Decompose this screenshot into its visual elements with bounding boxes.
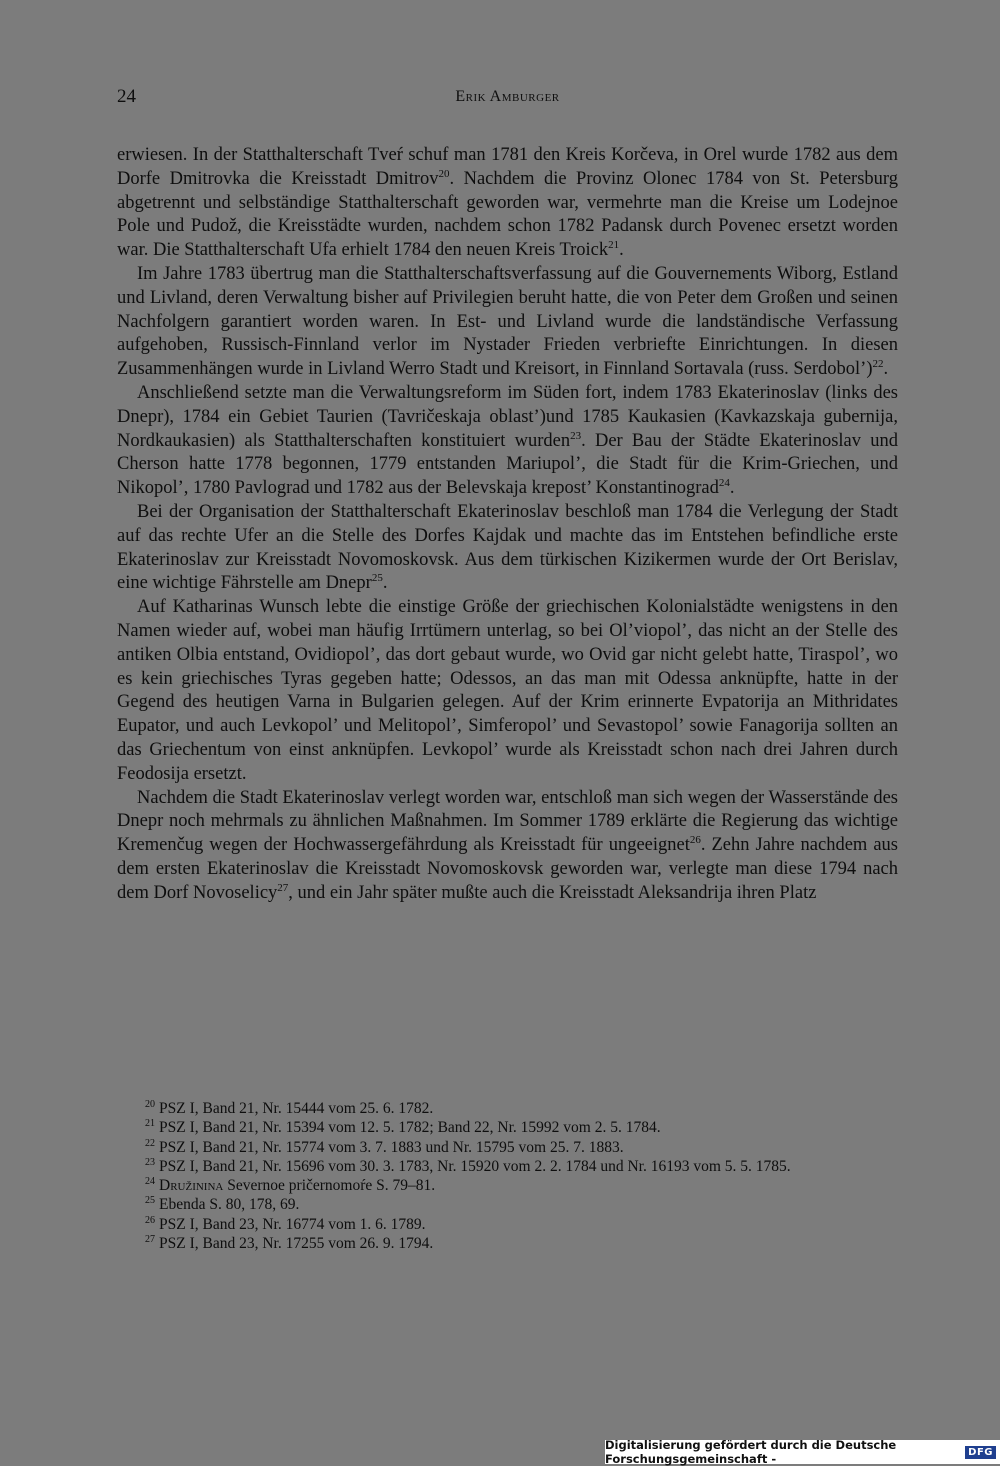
- paragraph: [117, 787, 898, 906]
- footnote: [117, 1176, 906, 1195]
- page-header: [117, 86, 898, 116]
- paragraph: [117, 501, 898, 596]
- text-run: . Zehn Jahre nachdem aus dem ersten Ekaterinoslav die Kreisstadt Novomoskovsk geworden war, verlegte man diese 1794 nach dem Dorf Novoselicy: [117, 835, 898, 903]
- footnote-ref: 22: [872, 358, 884, 371]
- footer-text: Digitalisierung gefördert durch die Deutsche Forschungsgemeinschaft -: [605, 1438, 897, 1466]
- text-run: erwiesen. In der Statthalterschaft Tveŕ schuf man 1781 den Kreis Korčeva, in Orel wurde 1782 aus dem Dorfe Dmitrovka die Kreisstadt Dmitrov: [117, 145, 898, 189]
- footnote-number: 25: [145, 1195, 155, 1207]
- body-text: [117, 144, 898, 906]
- footnote-number: 21: [145, 1118, 155, 1130]
- text-run: .: [382, 573, 388, 594]
- footnote-ref: 27: [277, 881, 289, 894]
- footnote-text: PSZ I, Band 21, Nr. 15696 vom 30. 3. 1783, Nr. 15920 vom 2. 2. 1784 und Nr. 16193 vom 5. 5. 1785.: [159, 1157, 791, 1175]
- text-run: , und ein Jahr später mußte auch die Kreisstadt Aleksandrija ihren Platz: [288, 882, 817, 903]
- paragraph: [117, 382, 898, 501]
- footnote-number: 26: [145, 1214, 155, 1226]
- text-run: .: [729, 478, 735, 499]
- footnote-number: 24: [145, 1176, 155, 1188]
- footnote: [117, 1195, 906, 1214]
- paragraph: [117, 144, 898, 263]
- footnote-text: Ebenda S. 80, 178, 69.: [159, 1196, 300, 1214]
- running-head: Erik Amburger: [455, 88, 560, 105]
- text-run: Auf Katharinas Wunsch lebte die einstige Größe der griechischen Kolonialstädte wenigstens in den Namen wieder auf, wobei man häufig Irrtümern unterlag, so bei Ol’viopol’, das nicht an der Stelle des antiken Olbia entstand, Ovidiopol’, das dort gebaut wurde, wo Ovid gar nicht gelebt hatte, Tiraspol’, wo es kein griechisches Tyras gegeben hatte; Odessos, an das man mit Odessa anknüpfte, hatte in der Gegend des heutigen Varna in Bulgarien gelegen. Auf der Krim erinnerte Evpatorija an Mithridates Eupator, und auch Levkopol’ und Melitopol’, Simferopol’ und Sevastopol’ sowie Fanagorija sollten an das Griechentum von einst anknüpfen. Levkopol’ wurde als Kreisstadt schon nach drei Jahren durch Feodosija ersetzt.: [117, 597, 898, 784]
- footnote: [117, 1215, 906, 1234]
- footnote-number: 20: [145, 1099, 155, 1110]
- footnote: [117, 1157, 906, 1176]
- footnote-number: 23: [145, 1156, 155, 1168]
- page-number: 24: [117, 86, 136, 107]
- footnote-number: 22: [145, 1137, 155, 1149]
- text-run: Bei der Organisation der Statthalterschaft Ekaterinoslav beschloß man 1784 die Verlegung der Stadt auf das rechte Ufer an die Stelle des Dorfes Kajdak und machte das im Entstehen befindliche erste Ekaterinoslav zur Kreisstadt Novomoskovsk. Aus dem türkischen Kizikermen wurde der Ort Berislav, eine wichtige Fährstelle am Dnepr: [117, 501, 898, 594]
- text-run: . Nachdem die Provinz Olonec 1784 von St. Petersburg abgetrennt und selbständige Statthalterschaft geworden war, vermehrte man die Kreise um Lodejnoe Pole und Pudož, die Kreisstädte wurden, nachdem schon 1782 Padansk durch Povenec ersetzt worden war. Die Statthalterschaft Ufa erhielt 1784 den neuen Kreis Troick: [117, 168, 898, 261]
- footnote-text: PSZ I, Band 23, Nr. 16774 vom 1. 6. 1789.: [159, 1215, 426, 1233]
- footnote-ref: 24: [718, 477, 730, 490]
- footnote-text: Severnoe pričernomoŕe S. 79–81.: [227, 1177, 436, 1195]
- footnote-ref: 21: [608, 239, 620, 252]
- footnote-number: 27: [145, 1234, 155, 1246]
- footnote: [117, 1118, 906, 1137]
- footnote: [117, 1099, 906, 1118]
- footnote-ref: 26: [689, 834, 701, 847]
- digitization-footer: [605, 1440, 1000, 1464]
- text-run: Im Jahre 1783 übertrug man die Statthalterschaftsverfassung auf die Gouvernements Wiborg, Estland und Livland, deren Verwaltung bisher auf Privilegien beruht hatte, die von Peter dem Großen und seinen Nachfolgern garantiert worden waren. In Est- und Livland wurde die landständische Verfassung aufgehoben, Russisch-Finnland verlor im Nystader Frieden verbriefte Einrichtungen. In diesen Zusammenhängen wurde in Livland Werro Stadt und Kreisort, in Finnland Sortavala (russ. Serdobol’): [117, 263, 898, 380]
- footnote-ref: 20: [438, 167, 450, 180]
- footnotes: [117, 1099, 906, 1253]
- footnote-author: Družinina: [159, 1177, 224, 1195]
- text-run: Nachdem die Stadt Ekaterinoslav verlegt worden war, entschloß man sich wegen der Wasserstände des Dnepr noch mehrmals zu ähnlichen Maßnahmen. Im Sommer 1789 erklärte die Regierung das wichtige Kremenčug wegen der Hochwassergefährdung als Kreisstadt für ungeeignet: [117, 787, 898, 856]
- dfg-logo: DFG: [965, 1446, 996, 1459]
- paragraph: [117, 263, 898, 382]
- footnote-text: PSZ I, Band 21, Nr. 15774 vom 3. 7. 1883 und Nr. 15795 vom 25. 7. 1883.: [159, 1138, 624, 1156]
- text-run: .: [883, 359, 889, 380]
- footnote: [117, 1138, 906, 1157]
- text-run: . Der Bau der Städte Ekaterinoslav und Cherson hatte 1778 begonnen, 1779 entstanden Mariupol’, die Stadt für die Krim-Griechen, und Nikopol’, 1780 Pavlograd und 1782 aus der Belevskaja krepost’ Konstantinograd: [117, 430, 899, 499]
- footnote-ref: 25: [371, 572, 383, 585]
- footnote: [117, 1234, 906, 1253]
- footnote-text: PSZ I, Band 21, Nr. 15394 vom 12. 5. 1782; Band 22, Nr. 15992 vom 2. 5. 1784.: [159, 1119, 661, 1137]
- text-run: .: [619, 240, 624, 261]
- paragraph: [117, 596, 898, 786]
- footnote-text: PSZ I, Band 23, Nr. 17255 vom 26. 9. 1794.: [159, 1235, 434, 1253]
- text-run: Anschließend setzte man die Verwaltungsreform im Süden fort, indem 1783 Ekaterinoslav (links des Dnepr), 1784 ein Gebiet Taurien (Tavričeskaja oblast’)und 1785 Kaukasien (Kavkazskaja gubernija, Nordkaukasien) als Statthalterschaften konstituiert wurden: [117, 382, 898, 451]
- footnote-text: PSZ I, Band 21, Nr. 15444 vom 25. 6. 1782.: [159, 1100, 434, 1117]
- footnote-ref: 23: [570, 429, 582, 442]
